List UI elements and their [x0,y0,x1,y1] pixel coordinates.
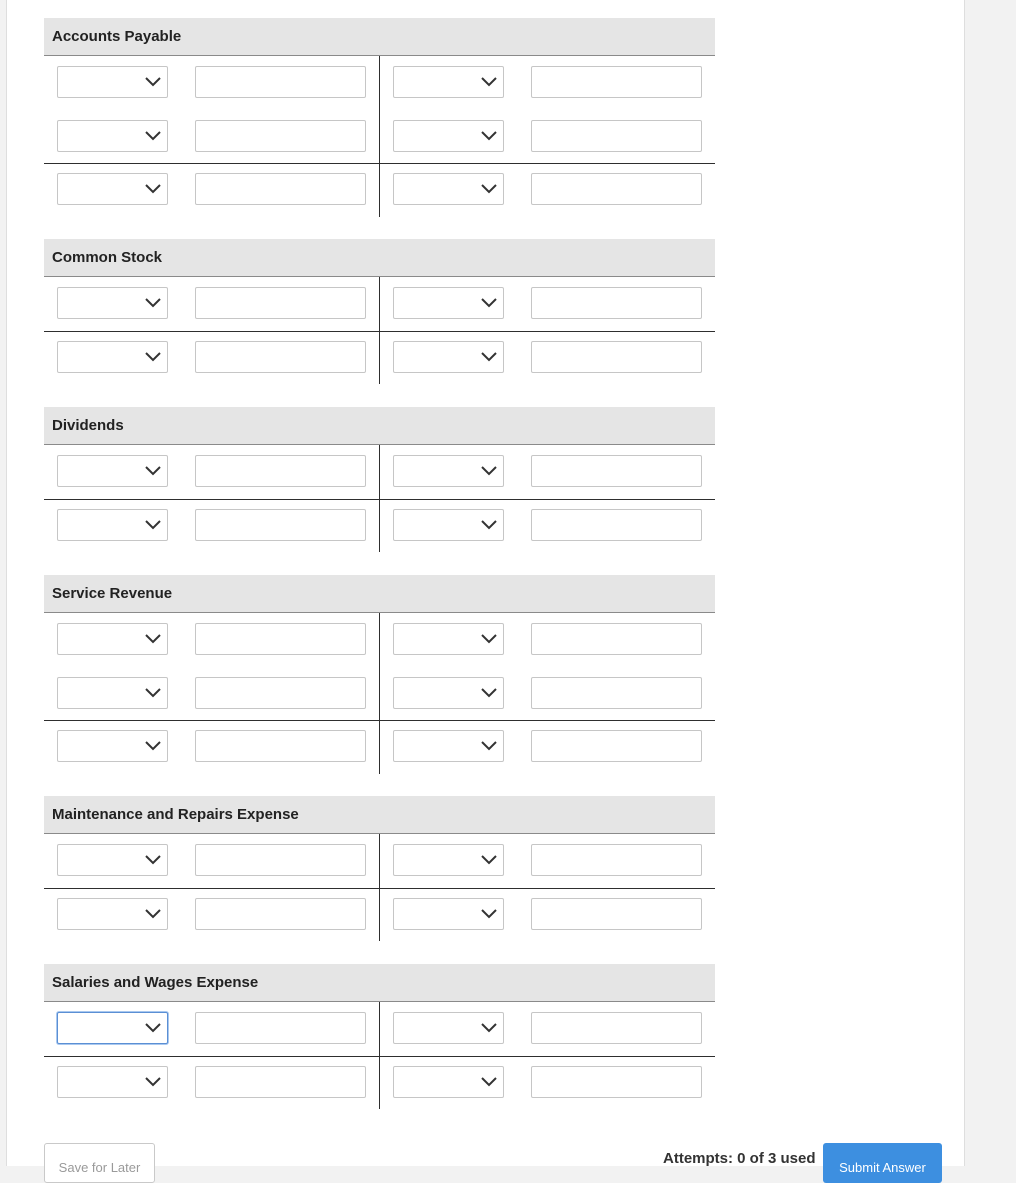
balance-separator-line [44,720,715,721]
t-account-row [44,277,715,331]
debit-amount-input[interactable] [195,173,366,205]
t-account-title: Common Stock [44,239,715,277]
credit-amount-input[interactable] [531,341,702,373]
chevron-down-icon [480,852,498,868]
debit-amount-input[interactable] [195,66,366,98]
balance-separator-line [44,888,715,889]
chevron-down-icon [144,1074,162,1090]
chevron-down-icon [144,295,162,311]
debit-date-select[interactable] [57,677,168,709]
chevron-down-icon [480,181,498,197]
t-account-row [44,720,715,774]
balance-separator-line [44,499,715,500]
chevron-down-icon [144,128,162,144]
credit-date-select[interactable] [393,120,504,152]
t-account-title: Maintenance and Repairs Expense [44,796,715,834]
debit-amount-input[interactable] [195,455,366,487]
t-account-row [44,667,715,721]
credit-amount-input[interactable] [531,173,702,205]
chevron-down-icon [144,74,162,90]
debit-date-select[interactable] [57,1066,168,1098]
debit-date-select[interactable] [57,1012,168,1044]
debit-date-select[interactable] [57,898,168,930]
chevron-down-icon [480,906,498,922]
chevron-down-icon [144,463,162,479]
chevron-down-icon [480,517,498,533]
t-account-body [44,834,715,941]
submit-answer-button[interactable]: Submit Answer [823,1143,942,1183]
t-account-body [44,445,715,552]
chevron-down-icon [144,906,162,922]
question-panel [6,0,965,1175]
chevron-down-icon [480,1020,498,1036]
credit-amount-input[interactable] [531,844,702,876]
credit-amount-input[interactable] [531,455,702,487]
chevron-down-icon [480,631,498,647]
credit-amount-input[interactable] [531,730,702,762]
debit-amount-input[interactable] [195,341,366,373]
credit-date-select[interactable] [393,341,504,373]
debit-amount-input[interactable] [195,509,366,541]
credit-date-select[interactable] [393,898,504,930]
t-account-section [44,239,715,384]
t-account-row [44,1056,715,1110]
t-account-body [44,613,715,774]
debit-amount-input[interactable] [195,898,366,930]
debit-amount-input[interactable] [195,844,366,876]
t-account-row [44,445,715,499]
credit-date-select[interactable] [393,509,504,541]
t-account-row [44,331,715,385]
debit-amount-input[interactable] [195,730,366,762]
attempts-counter: Attempts: 0 of 3 used [663,1150,816,1167]
debit-amount-input[interactable] [195,120,366,152]
chevron-down-icon [480,685,498,701]
balance-separator-line [44,163,715,164]
t-account-row [44,56,715,110]
t-account-row [44,613,715,667]
debit-date-select[interactable] [57,173,168,205]
chevron-down-icon [144,738,162,754]
balance-separator-line [44,1056,715,1057]
t-account-section [44,796,715,941]
credit-date-select[interactable] [393,730,504,762]
chevron-down-icon [144,631,162,647]
credit-date-select[interactable] [393,844,504,876]
chevron-down-icon [480,349,498,365]
chevron-down-icon [480,295,498,311]
credit-date-select[interactable] [393,1066,504,1098]
debit-amount-input[interactable] [195,1012,366,1044]
debit-amount-input[interactable] [195,287,366,319]
chevron-down-icon [480,463,498,479]
debit-date-select[interactable] [57,66,168,98]
t-account-body [44,1002,715,1109]
t-account-row [44,163,715,217]
t-account-section [44,407,715,552]
t-account-row [44,499,715,553]
chevron-down-icon [144,349,162,365]
debit-date-select[interactable] [57,623,168,655]
chevron-down-icon [144,181,162,197]
credit-date-select[interactable] [393,66,504,98]
credit-amount-input[interactable] [531,898,702,930]
chevron-down-icon [480,74,498,90]
debit-date-select[interactable] [57,730,168,762]
chevron-down-icon [480,738,498,754]
debit-amount-input[interactable] [195,677,366,709]
debit-date-select[interactable] [57,120,168,152]
balance-separator-line [44,331,715,332]
debit-amount-input[interactable] [195,1066,366,1098]
credit-amount-input[interactable] [531,509,702,541]
debit-date-select[interactable] [57,287,168,319]
t-account-title: Accounts Payable [44,18,715,56]
debit-date-select[interactable] [57,509,168,541]
t-account-section [44,964,715,1109]
chevron-down-icon [144,685,162,701]
t-account-title: Salaries and Wages Expense [44,964,715,1002]
credit-date-select[interactable] [393,455,504,487]
chevron-down-icon [144,852,162,868]
credit-date-select[interactable] [393,287,504,319]
credit-date-select[interactable] [393,1012,504,1044]
t-account-section [44,18,715,217]
credit-amount-input[interactable] [531,623,702,655]
t-account-body [44,277,715,384]
credit-date-select[interactable] [393,623,504,655]
chevron-down-icon [144,1020,162,1036]
debit-date-select[interactable] [57,455,168,487]
chevron-down-icon [480,1074,498,1090]
credit-amount-input[interactable] [531,287,702,319]
t-account-row [44,110,715,164]
t-account-row [44,1002,715,1056]
t-account-section [44,575,715,774]
chevron-down-icon [480,128,498,144]
debit-date-select[interactable] [57,341,168,373]
credit-amount-input[interactable] [531,1066,702,1098]
debit-date-select[interactable] [57,844,168,876]
t-account-body [44,56,715,217]
t-account-title: Service Revenue [44,575,715,613]
save-for-later-button[interactable]: Save for Later [44,1143,155,1183]
t-account-row [44,834,715,888]
debit-amount-input[interactable] [195,623,366,655]
t-account-title: Dividends [44,407,715,445]
credit-date-select[interactable] [393,677,504,709]
credit-amount-input[interactable] [531,120,702,152]
credit-amount-input[interactable] [531,66,702,98]
chevron-down-icon [144,517,162,533]
credit-amount-input[interactable] [531,677,702,709]
t-account-row [44,888,715,942]
credit-amount-input[interactable] [531,1012,702,1044]
credit-date-select[interactable] [393,173,504,205]
